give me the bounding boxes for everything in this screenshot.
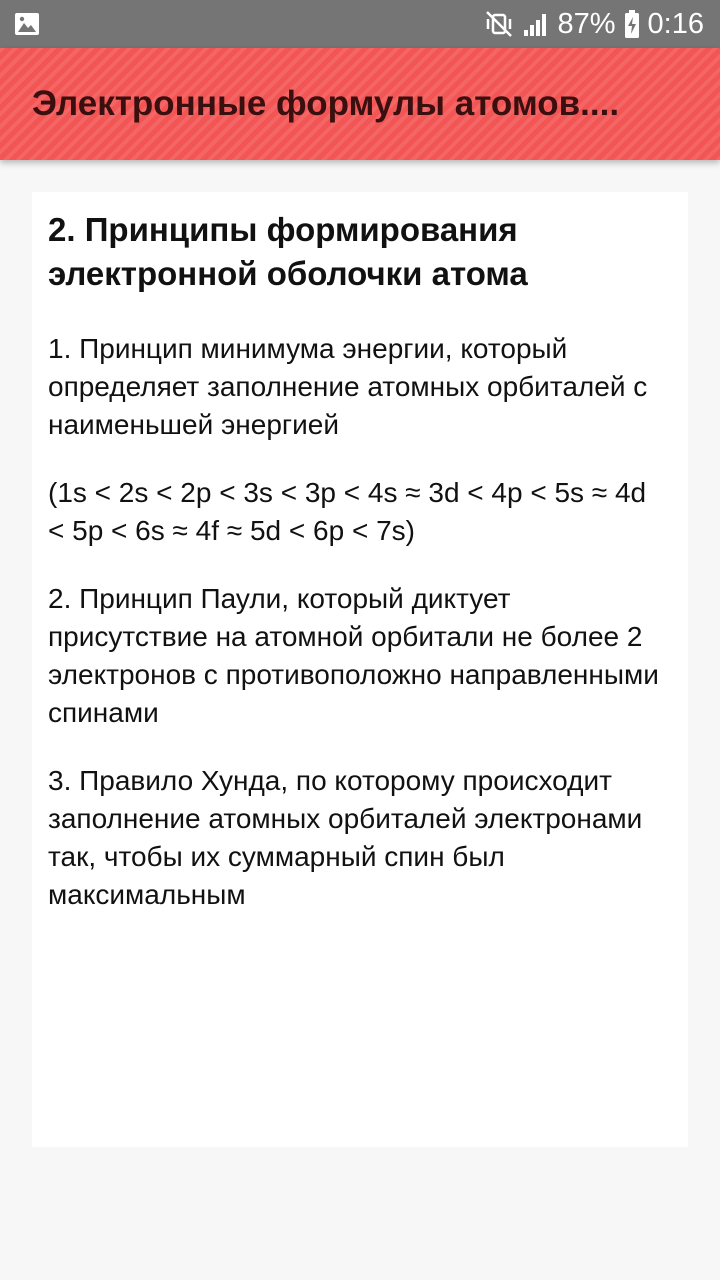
paragraph-pauli-principle: 2. Принцип Паули, который диктует присутствие на атомной орбитали не более 2 электронов с противоположно направленными спинами (48, 583, 659, 728)
section-heading: 2. Принципы формирования электронной оболочки атома (48, 211, 528, 292)
status-time: 0:16 (647, 7, 704, 40)
status-icons (484, 0, 705, 48)
battery-charging-icon (624, 9, 640, 39)
app-bar (0, 48, 720, 160)
page-title: Электронные формулы атомов.... (32, 84, 620, 123)
paragraph-minimum-energy: 1. Принцип минимума энергии, который определяет заполнение атомных орбиталей с наименьшей энергией (48, 333, 648, 440)
content-card (32, 192, 688, 1147)
article-body (48, 208, 668, 944)
paragraph-hund-rule: 3. Правило Хунда, по которому происходит заполнение атомных орбиталей электронами так, чтобы их суммарный спин был максимальным (48, 765, 643, 910)
signal-icon (522, 10, 550, 38)
image-notification-icon (14, 11, 40, 37)
paragraph-energy-order: (1s < 2s < 2p < 3s < 3p < 4s ≈ 3d < 4p < 5s ≈ 4d < 5p < 6s ≈ 4f ≈ 5d < 6p < 7s) (48, 477, 647, 546)
vibrate-mute-icon (484, 9, 514, 39)
battery-percent: 87% (557, 7, 616, 40)
status-bar (0, 0, 720, 48)
